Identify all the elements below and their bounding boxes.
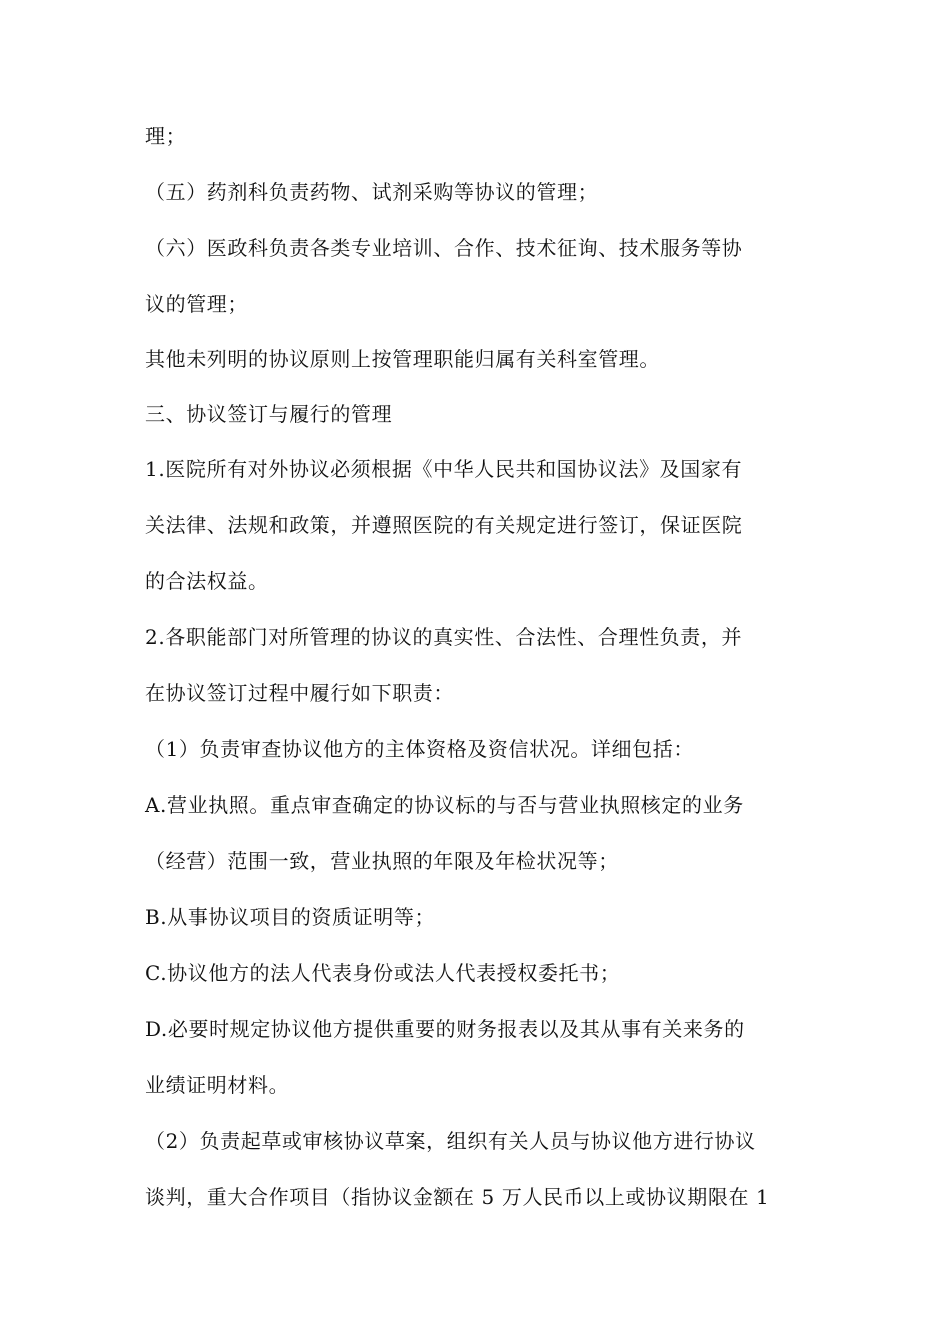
text-line: D.必要时规定协议他方提供重要的财务报表以及其从事有关来务的 [145,1017,745,1041]
text-line: 理； [145,124,187,148]
text-line: （六）医政科负责各类专业培训、合作、技术征询、技术服务等协 [145,236,743,260]
text-line: 1.医院所有对外协议必须根据《中华人民共和国协议法》及国家有 [145,457,743,481]
text-line: 谈判，重大合作项目（指协议金额在 5 万人民币以上或协议期限在 1 [145,1185,770,1209]
text-line: 的合法权益。 [145,569,269,593]
text-line: C.协议他方的法人代表身份或法人代表授权委托书； [145,961,621,985]
section-heading: 三、协议签订与履行的管理 [145,402,393,426]
text-line: 2.各职能部门对所管理的协议的真实性、合法性、合理性负责，并 [145,625,743,649]
text-line: 在协议签订过程中履行如下职责： [145,681,454,705]
text-line: （经营）范围一致，营业执照的年限及年检状况等； [145,849,619,873]
text-line: 业绩证明材料。 [145,1073,290,1097]
text-line: B.从事协议项目的资质证明等； [145,905,436,929]
text-line: （五）药剂科负责药物、试剂采购等协议的管理； [145,180,599,204]
text-line: 其他未列明的协议原则上按管理职能归属有关科室管理。 [145,347,660,371]
text-line: （2）负责起草或审核协议草案，组织有关人员与协议他方进行协议 [145,1129,756,1153]
text-line: 议的管理； [145,292,248,316]
text-line: A.营业执照。重点审查确定的协议标的与否与营业执照核定的业务 [145,793,744,817]
text-line: （1）负责审查协议他方的主体资格及资信状况。详细包括： [145,737,694,761]
text-line: 关法律、法规和政策，并遵照医院的有关规定进行签订，保证医院 [145,513,743,537]
